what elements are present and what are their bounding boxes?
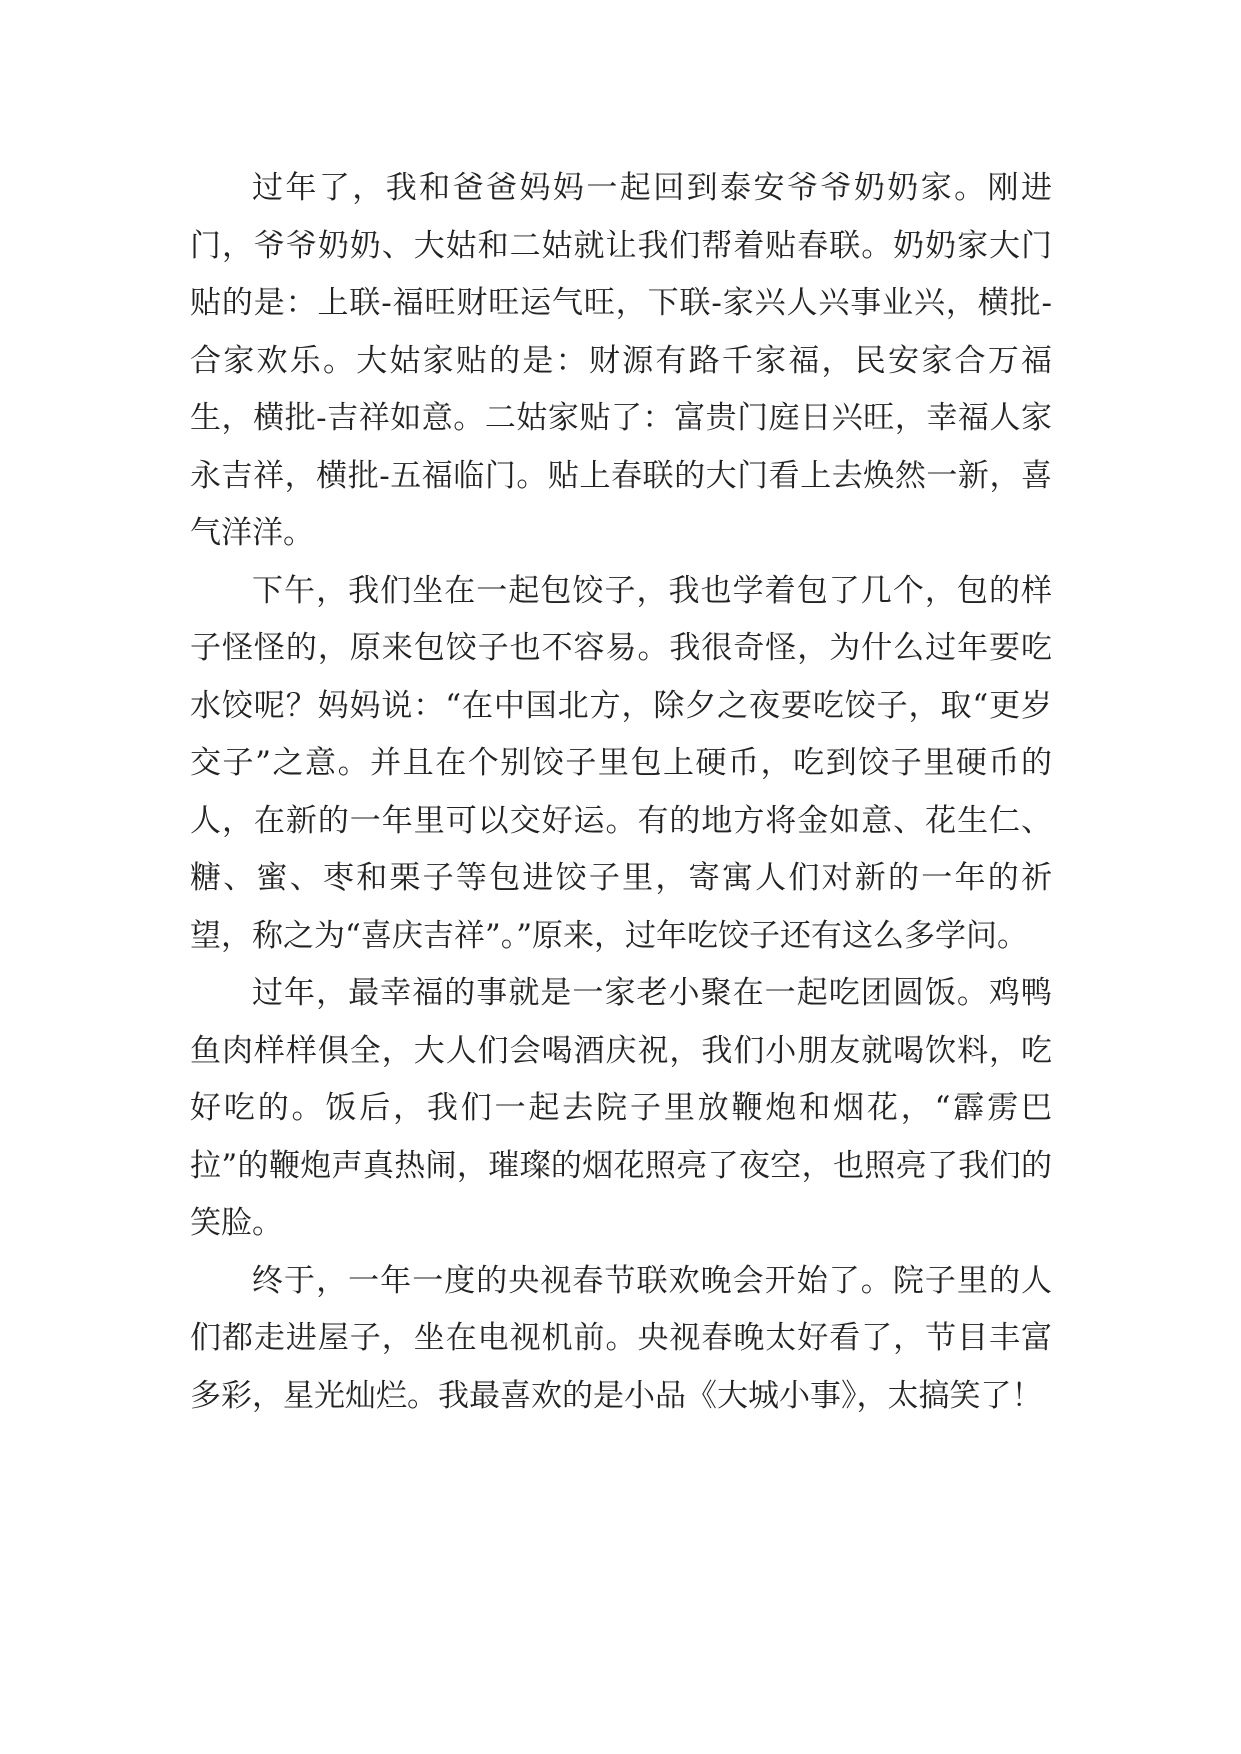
paragraph-dumplings: 下午，我们坐在一起包饺子，我也学着包了几个，包的样子怪怪的，原来包饺子也不容易。我很奇怪，为什么过年要吃水饺呢？妈妈说：“在中国北方，除夕之夜要吃饺子，取“更岁交子”之意。并且在个别饺子里包上硬币，吃到饺子里硬币的人，在新的一年里可以交好运。有的地方将金如意、花生仁、糖、蜜、枣和栗子等包进饺子里，寄寓人们对新的一年的祈望，称之为“喜庆吉祥”。”原来，过年吃饺子还有这么多学问。 — [190, 572, 1052, 954]
paragraph-spring-couplets: 过年了，我和爸爸妈妈一起回到泰安爷爷奶奶家。刚进门，爷爷奶奶、大姑和二姑就让我们帮着贴春联。奶奶家大门贴的是：上联-福旺财旺运气旺，下联-家兴人兴事业兴，横批-合家欢乐。大姑家贴的是：财源有路千家福，民安家合万福生，横批-吉祥如意。二姑家贴了：富贵门庭日兴旺，幸福人家永吉祥，横批-五福临门。贴上春联的大门看上去焕然一新，喜气洋洋。 — [190, 170, 1052, 551]
document-body — [190, 160, 1052, 1425]
paragraph-spring-gala: 终于，一年一度的央视春节联欢晚会开始了。院子里的人们都走进屋子，坐在电视机前。央视春晚太好看了，节目丰富多彩，星光灿烂。我最喜欢的是小品《大城小事》，太搞笑了！ — [190, 1262, 1052, 1414]
paragraph-reunion-dinner: 过年，最幸福的事就是一家老小聚在一起吃团圆饭。鸡鸭鱼肉样样俱全，大人们会喝酒庆祝，我们小朋友就喝饮料，吃好吃的。饭后，我们一起去院子里放鞭炮和烟花，“霹雳巴拉”的鞭炮声真热闹，璀璨的烟花照亮了夜空，也照亮了我们的笑脸。 — [190, 975, 1052, 1241]
